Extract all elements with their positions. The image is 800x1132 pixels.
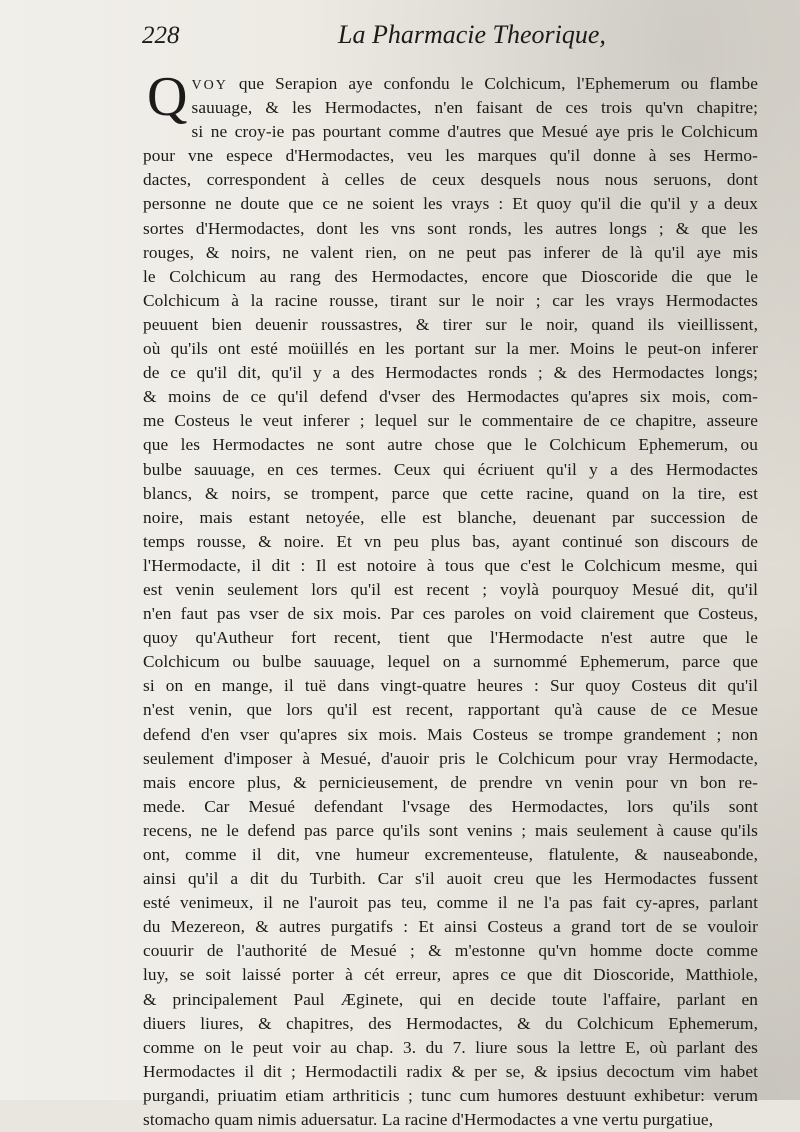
text-line: l'Hermodacte, il dit : Il est notoire à tous que c'est le Colchicum mesme, qui xyxy=(143,555,758,575)
text-line: rouges, & noirs, ne valent rien, on ne peut pas inferer de là qu'il aye mis xyxy=(143,242,758,262)
text-line: temps rousse, & noire. Et vn peu plus bas, ayant continué son discours de xyxy=(143,531,758,551)
text-line: stomacho quam nimis aduersatur. La racine d'Hermodactes a vne vertu purgatiue, xyxy=(143,1110,714,1130)
text-line: Colchicum à la racine rousse, tirant sur le noir ; car les vrays Hermodactes xyxy=(143,290,758,310)
text-line: sortes d'Hermodactes, dont les vns sont ronds, les autres longs ; & que les xyxy=(143,218,758,238)
text-line: quoy qu'Autheur fort recent, tient que l'Hermodacte n'est autre que le xyxy=(143,628,758,648)
text-line: & principalement Paul Æginete, qui en decide toute l'affaire, parlant en xyxy=(143,989,758,1009)
text-line: mais encore plus, & pernicieusement, de prendre vn venin pour vn bon re- xyxy=(143,772,758,792)
text-line: esté venimeux, il ne l'auroit pas teu, comme il ne l'a pas fait cy-apres, parlant xyxy=(143,893,758,913)
text-line: recens, ne le defend pas parce qu'ils sont venins ; mais seulement à cause qu'ils xyxy=(143,820,758,840)
text-line: du Mezereon, & autres purgatifs : Et ainsi Costeus a grand tort de se vouloir xyxy=(143,917,758,937)
page-header xyxy=(142,14,750,54)
drop-cap: Q xyxy=(147,66,188,128)
text-line: diuers liures, & chapitres, des Hermodactes, & du Colchicum Ephemerum, xyxy=(143,1013,758,1033)
text-line: mede. Car Mesué defendant l'vsage des Hermodactes, lors qu'ils sont xyxy=(143,796,758,816)
text-line: si ne croy-ie pas pourtant comme d'autres que Mesué aye pris le Colchicum xyxy=(191,122,758,142)
text-line: ainsi qu'il a dit du Turbith. Car s'il auoit creu que les Hermodactes fussent xyxy=(143,869,758,889)
text-line: defend d'en vser qu'apres six mois. Mais Costeus se trompe grandement ; non xyxy=(143,724,758,744)
text-line: que les Hermodactes ne sont autre chose que le Colchicum Ephemerum, ou xyxy=(143,435,758,455)
text-line: ont, comme il dit, vne humeur excrementeuse, flatulente, & nauseabonde, xyxy=(143,845,758,864)
text-line: luy, se soit laissé porter à cét erreur, apres ce que dit Dioscoride, Matthiole, xyxy=(143,965,758,985)
text-line: VOY que Serapion aye confondu le Colchicum, l'Ephemerum ou flambe xyxy=(191,74,758,93)
text-line: purgandi, priuatim etiam arthriticis ; tunc cum humores destuunt exhibetur: verum xyxy=(143,1085,758,1105)
running-title: La Pharmacie Theorique, xyxy=(338,20,606,49)
text-line: si on en mange, il tuë dans vingt-quatre heures : Sur quoy Costeus dit qu'il xyxy=(143,676,758,696)
text-line: dactes, correspondent à celles de ceux desquels nous nous seruons, dont xyxy=(143,170,758,190)
text-line: comme on le peut voir au chap. 3. du 7. liure sous la lettre E, où parlant des xyxy=(143,1037,758,1057)
text-line: où qu'ils ont esté moüillés en les portant sur la mer. Moins le peut-on inferer xyxy=(143,339,758,359)
text-line: me Costeus le veut inferer ; lequel sur le commentaire de ce chapitre, asseure xyxy=(143,411,758,431)
text-line: personne ne doute que ce ne soient les vrays : Et quoy qu'il die qu'il y a deux xyxy=(143,194,758,214)
text-line: bulbe sauuage, en ces termes. Ceux qui écriuent qu'il y a des Hermodactes xyxy=(143,459,758,479)
text-line: Colchicum ou bulbe sauuage, lequel on a surnommé Ephemerum, parce que xyxy=(143,652,758,672)
page-number: 228 xyxy=(142,22,180,49)
text-line: peuuent bien deuenir roussastres, & tirer sur le noir, quand ils vieillissent, xyxy=(143,314,758,334)
text-line: sauuage, & les Hermodactes, n'en faisant de ces trois qu'vn chapitre; xyxy=(191,98,758,118)
body-text xyxy=(143,66,758,1132)
text-line: Hermodactes il dit ; Hermodactili radix & per se, & ipsius decoctum vim habet xyxy=(143,1061,758,1081)
text-line: noire, mais estant netoyée, elle est blanche, deuenant par succession de xyxy=(143,507,758,527)
text-line: n'est venin, que lors qu'il est recent, rapportant qu'à cause de ce Mesue xyxy=(143,700,758,720)
text-line: n'en faut pas vser de six mois. Par ces paroles on void clairement que Costeus, xyxy=(143,604,758,624)
text-line: pour vne espece d'Hermodactes, veu les marques qu'il donne à ses Hermo- xyxy=(143,146,758,166)
text-line: est venin seulement lors qu'il est recent ; voylà pourquoy Mesué dit, qu'il xyxy=(143,579,758,599)
text-line: couurir de l'authorité de Mesué ; & m'estonne qu'vn homme docte comme xyxy=(143,941,758,961)
text-line: seulement d'imposer à Mesué, d'auoir pris le Colchicum pour vray Hermodacte, xyxy=(143,748,758,768)
text-line: & moins de ce qu'il defend d'vser des Hermodactes qu'apres six mois, com- xyxy=(143,387,758,407)
text-line: le Colchicum au rang des Hermodactes, encore que Dioscoride die que le xyxy=(143,266,758,286)
text-line: de ce qu'il dit, qu'il y a des Hermodactes ronds ; & des Hermodactes longs; xyxy=(143,363,758,383)
first-word: VOY xyxy=(191,78,228,93)
text-line: blancs, & noirs, se trompent, parce que cette racine, quand on la tire, est xyxy=(143,483,758,503)
